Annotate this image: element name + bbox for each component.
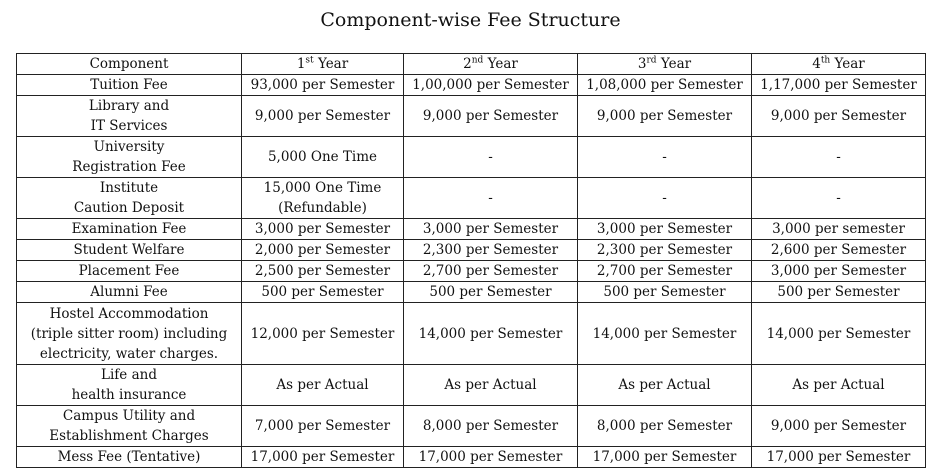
year-4-value-cell bbox=[752, 365, 926, 406]
cell-line: 3,000 per Semester bbox=[596, 221, 733, 237]
year-ordinal-suffix: rd bbox=[646, 55, 657, 66]
cell-line: Registration Fee bbox=[72, 159, 186, 175]
year-4-value-cell bbox=[752, 303, 926, 365]
component-cell bbox=[17, 219, 242, 240]
year-3-value-cell bbox=[578, 261, 752, 282]
year-4-value-cell bbox=[752, 261, 926, 282]
cell-line: Establishment Charges bbox=[49, 428, 209, 444]
year-4-value-cell bbox=[752, 447, 926, 468]
cell-line: (Refundable) bbox=[278, 200, 367, 216]
cell-line: 1,17,000 per Semester bbox=[760, 77, 917, 93]
cell-line: health insurance bbox=[71, 387, 187, 403]
year-4-value-cell bbox=[752, 219, 926, 240]
year-word: Year bbox=[317, 56, 349, 72]
year-1-value-cell bbox=[242, 303, 404, 365]
cell-line: 1,08,000 per Semester bbox=[586, 77, 743, 93]
cell-line: 2,700 per Semester bbox=[422, 263, 559, 279]
year-4-value-cell bbox=[752, 137, 926, 178]
year-1-value-cell bbox=[242, 178, 404, 219]
cell-line: - bbox=[836, 190, 841, 206]
cell-line: 500 per Semester bbox=[261, 284, 384, 300]
year-1-value-cell bbox=[242, 261, 404, 282]
table-row bbox=[17, 96, 926, 137]
cell-line: - bbox=[836, 149, 841, 165]
header-cell-year-2 bbox=[404, 54, 578, 75]
year-number: 4 bbox=[812, 56, 821, 72]
cell-line: 9,000 per Semester bbox=[770, 108, 907, 124]
cell-line: As per Actual bbox=[618, 377, 711, 393]
cell-line: 9,000 per Semester bbox=[254, 108, 391, 124]
cell-line: 2,500 per Semester bbox=[254, 263, 391, 279]
cell-line: 12,000 per Semester bbox=[250, 325, 395, 342]
component-cell bbox=[17, 406, 242, 447]
cell-line: As per Actual bbox=[444, 377, 537, 393]
page-title: Component-wise Fee Structure bbox=[320, 9, 621, 31]
cell-line: Campus Utility and bbox=[62, 408, 196, 424]
year-3-value-cell bbox=[578, 282, 752, 303]
header-cell-year-4 bbox=[752, 54, 926, 75]
cell-line: 2,600 per Semester bbox=[770, 242, 907, 258]
year-4-value-cell bbox=[752, 282, 926, 303]
year-1-value-cell bbox=[242, 240, 404, 261]
year-1-value-cell bbox=[242, 96, 404, 137]
year-3-value-cell bbox=[578, 219, 752, 240]
table-row bbox=[17, 75, 926, 96]
year-3-value-cell bbox=[578, 406, 752, 447]
year-word: Year bbox=[834, 56, 865, 72]
cell-line: 500 per Semester bbox=[429, 284, 552, 300]
cell-line: Student Welfare bbox=[73, 242, 185, 258]
year-number: 2 bbox=[463, 56, 472, 72]
year-3-value-cell bbox=[578, 365, 752, 406]
cell-line: 3,000 per Semester bbox=[422, 221, 559, 237]
table-row bbox=[17, 282, 926, 303]
year-2-value-cell bbox=[404, 261, 578, 282]
cell-line: 2,700 per Semester bbox=[596, 263, 733, 279]
year-4-value-cell bbox=[752, 75, 926, 96]
cell-line: 9,000 per Semester bbox=[422, 108, 559, 124]
cell-line: Alumni Fee bbox=[90, 284, 168, 300]
cell-line: 17,000 per Semester bbox=[250, 449, 395, 465]
cell-line: 14,000 per Semester bbox=[592, 325, 737, 342]
year-2-value-cell bbox=[404, 240, 578, 261]
cell-line: 5,000 One Time bbox=[267, 149, 378, 165]
year-number: 3 bbox=[637, 56, 647, 72]
year-2-value-cell bbox=[404, 282, 578, 303]
year-2-value-cell bbox=[404, 178, 578, 219]
cell-line: 17,000 per Semester bbox=[592, 449, 737, 465]
year-4-value-cell bbox=[752, 406, 926, 447]
cell-line: 500 per Semester bbox=[603, 284, 726, 300]
cell-line: - bbox=[662, 149, 667, 165]
cell-line: 9,000 per Semester bbox=[770, 418, 907, 434]
cell-line: Library and bbox=[88, 98, 170, 114]
year-2-value-cell bbox=[404, 96, 578, 137]
year-word: Year bbox=[487, 56, 518, 72]
year-3-value-cell bbox=[578, 137, 752, 178]
table-header-row bbox=[17, 54, 926, 75]
year-word: Year bbox=[660, 56, 692, 72]
header-cell-component: Component bbox=[17, 54, 242, 75]
year-3-value-cell bbox=[578, 96, 752, 137]
cell-line: Placement Fee bbox=[78, 263, 180, 279]
header-cell-year-3 bbox=[578, 54, 752, 75]
year-1-value-cell bbox=[242, 447, 404, 468]
cell-line: 7,000 per Semester bbox=[254, 418, 391, 434]
cell-line: - bbox=[662, 190, 667, 206]
cell-line: 500 per Semester bbox=[777, 284, 900, 300]
component-cell bbox=[17, 240, 242, 261]
cell-line: IT Services bbox=[90, 118, 168, 134]
table-row bbox=[17, 365, 926, 406]
cell-line: Caution Deposit bbox=[73, 200, 185, 216]
cell-line: University bbox=[93, 139, 165, 155]
year-3-value-cell bbox=[578, 178, 752, 219]
component-cell bbox=[17, 282, 242, 303]
year-1-value-cell bbox=[242, 75, 404, 96]
cell-line: As per Actual bbox=[792, 377, 885, 393]
year-2-value-cell bbox=[404, 447, 578, 468]
year-1-value-cell bbox=[242, 137, 404, 178]
year-ordinal-suffix: nd bbox=[471, 55, 484, 66]
year-2-value-cell bbox=[404, 137, 578, 178]
cell-line: 3,000 per semester bbox=[772, 221, 905, 237]
table-row bbox=[17, 406, 926, 447]
year-3-value-cell bbox=[578, 240, 752, 261]
cell-line: 2,000 per Semester bbox=[254, 242, 391, 258]
cell-line: 8,000 per Semester bbox=[596, 418, 733, 434]
cell-line: Examination Fee bbox=[71, 221, 187, 237]
cell-line: 2,300 per Semester bbox=[596, 242, 733, 258]
year-2-value-cell bbox=[404, 75, 578, 96]
table-row bbox=[17, 137, 926, 178]
cell-line: 17,000 per Semester bbox=[418, 449, 563, 465]
cell-line: 1,00,000 per Semester bbox=[412, 77, 569, 93]
component-cell bbox=[17, 261, 242, 282]
year-3-value-cell bbox=[578, 303, 752, 365]
year-4-value-cell bbox=[752, 178, 926, 219]
year-4-value-cell bbox=[752, 96, 926, 137]
table-row bbox=[17, 447, 926, 468]
component-cell bbox=[17, 365, 242, 406]
cell-line: 14,000 per Semester bbox=[418, 325, 563, 342]
year-1-value-cell bbox=[242, 219, 404, 240]
component-cell bbox=[17, 75, 242, 96]
year-2-value-cell bbox=[404, 365, 578, 406]
year-4-value-cell bbox=[752, 240, 926, 261]
year-1-value-cell bbox=[242, 406, 404, 447]
cell-line: - bbox=[488, 190, 493, 206]
cell-line: - bbox=[488, 149, 493, 165]
year-1-value-cell bbox=[242, 365, 404, 406]
table-row bbox=[17, 303, 926, 365]
cell-line: 3,000 per Semester bbox=[770, 263, 907, 279]
year-ordinal-suffix: st bbox=[305, 55, 314, 66]
table-row bbox=[17, 240, 926, 261]
cell-line: 2,300 per Semester bbox=[422, 242, 559, 258]
component-cell bbox=[17, 303, 242, 365]
cell-line: 93,000 per Semester bbox=[250, 77, 395, 93]
component-cell bbox=[17, 137, 242, 178]
cell-line: 14,000 per Semester bbox=[766, 325, 911, 342]
year-2-value-cell bbox=[404, 303, 578, 365]
cell-line: Life and bbox=[101, 367, 157, 383]
component-cell bbox=[17, 178, 242, 219]
header-cell-year-1 bbox=[242, 54, 404, 75]
cell-line: Mess Fee (Tentative) bbox=[57, 449, 201, 465]
table-row bbox=[17, 178, 926, 219]
year-number: 1 bbox=[296, 56, 306, 72]
year-2-value-cell bbox=[404, 219, 578, 240]
cell-line: As per Actual bbox=[276, 377, 369, 393]
cell-line: 9,000 per Semester bbox=[596, 108, 733, 124]
year-1-value-cell bbox=[242, 282, 404, 303]
cell-line: 3,000 per Semester bbox=[254, 221, 391, 237]
component-cell bbox=[17, 447, 242, 468]
year-ordinal-suffix: th bbox=[820, 55, 831, 66]
component-cell bbox=[17, 96, 242, 137]
fee-structure-table bbox=[16, 53, 926, 468]
year-3-value-cell bbox=[578, 447, 752, 468]
cell-line: (triple sitter room) including bbox=[30, 325, 228, 342]
table-row bbox=[17, 261, 926, 282]
year-3-value-cell bbox=[578, 75, 752, 96]
cell-line: Tuition Fee bbox=[90, 77, 168, 93]
table-row bbox=[17, 219, 926, 240]
cell-line: Institute bbox=[99, 180, 159, 196]
cell-line: 17,000 per Semester bbox=[766, 449, 911, 465]
year-2-value-cell bbox=[404, 406, 578, 447]
cell-line: electricity, water charges. bbox=[39, 345, 219, 362]
cell-line: 15,000 One Time bbox=[263, 180, 382, 196]
cell-line: 8,000 per Semester bbox=[422, 418, 559, 434]
cell-line: Hostel Accommodation bbox=[49, 305, 209, 322]
